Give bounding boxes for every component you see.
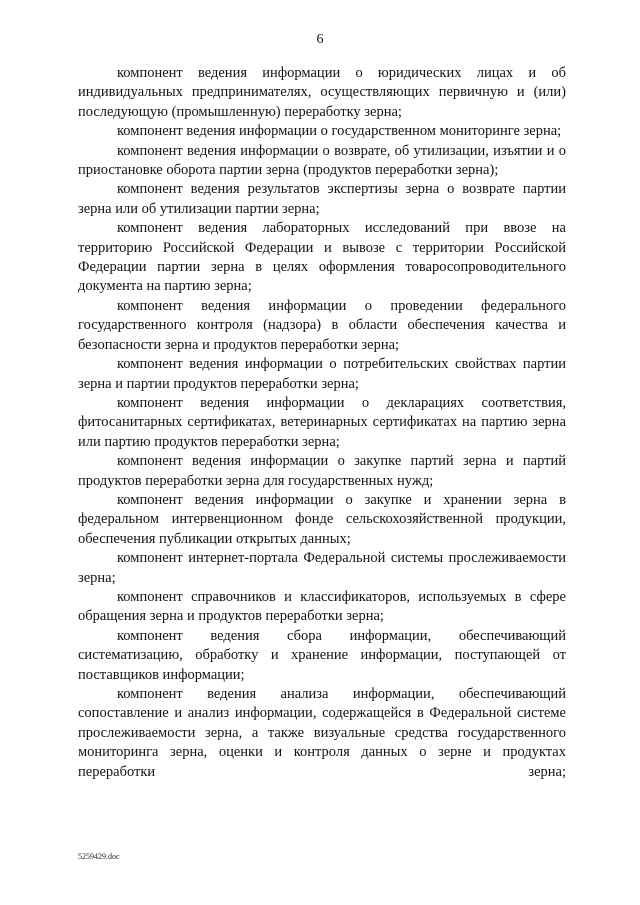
paragraph-7: компонент ведения информации о потребительских свойствах партии зерна и партии продуктов переработки зерна; bbox=[78, 356, 566, 392]
document-code: 5259429.doc bbox=[78, 852, 120, 861]
paragraph-1: компонент ведения информации о юридических лицах и об индивидуальных предпринимателях, осуществляющих первичную и (или) последующую (промышленную) переработку зерна; bbox=[78, 65, 566, 120]
paragraph-4: компонент ведения результатов экспертизы зерна о возврате партии зерна или об утилизации партии зерна; bbox=[78, 181, 566, 217]
paragraph-9: компонент ведения информации о закупке партий зерна и партий продуктов переработки зерна для государственных нужд; bbox=[78, 453, 566, 489]
document-body bbox=[78, 64, 566, 782]
paragraph-2: компонент ведения информации о государственном мониторинге зерна; bbox=[117, 123, 562, 140]
paragraph-13: компонент ведения сбора информации, обеспечивающий систематизацию, обработку и хранение информации, поступающей от поставщиков информации; bbox=[78, 627, 566, 683]
paragraph-8: компонент ведения информации о декларациях соответствия, фитосанитарных сертификатах, ветеринарных сертификатах на партию зерна или партию продуктов переработки зерна; bbox=[78, 394, 566, 450]
paragraph-10: компонент ведения информации о закупке и хранении зерна в федеральном интервенционном фонде сельскохозяйственной продукции, обеспечения публикации открытых данных; bbox=[78, 491, 566, 547]
paragraph-3: компонент ведения информации о возврате, об утилизации, изъятии и о приостановке оборота партии зерна (продуктов переработки зерна); bbox=[78, 142, 566, 179]
page-number: 6 bbox=[316, 32, 324, 47]
paragraph-14: компонент ведения анализа информации, обеспечивающий сопоставление и анализ информации, содержащейся в Федеральной системе прослеживаемости зерна, а также визуальные средства государственного мониторинга зерна, оценки и контроля данных о зерне и продуктах переработки зерна; bbox=[78, 686, 566, 780]
paragraph-5: компонент ведения лабораторных исследований при ввозе на территорию Российской Федерации и вывозе с территории Российской Федерации партии зерна в целях оформления товаросопроводительного документа на партию зерна; bbox=[78, 220, 566, 295]
paragraph-6: компонент ведения информации о проведении федерального государственного контроля (надзора) в области обеспечения качества и безопасности зерна и продуктов переработки зерна; bbox=[78, 297, 566, 353]
paragraph-11: компонент интернет-портала Федеральной системы прослеживаемости зерна; bbox=[78, 550, 566, 586]
paragraph-12: компонент справочников и классификаторов, используемых в сфере обращения зерна и продуктов переработки зерна; bbox=[78, 588, 566, 625]
